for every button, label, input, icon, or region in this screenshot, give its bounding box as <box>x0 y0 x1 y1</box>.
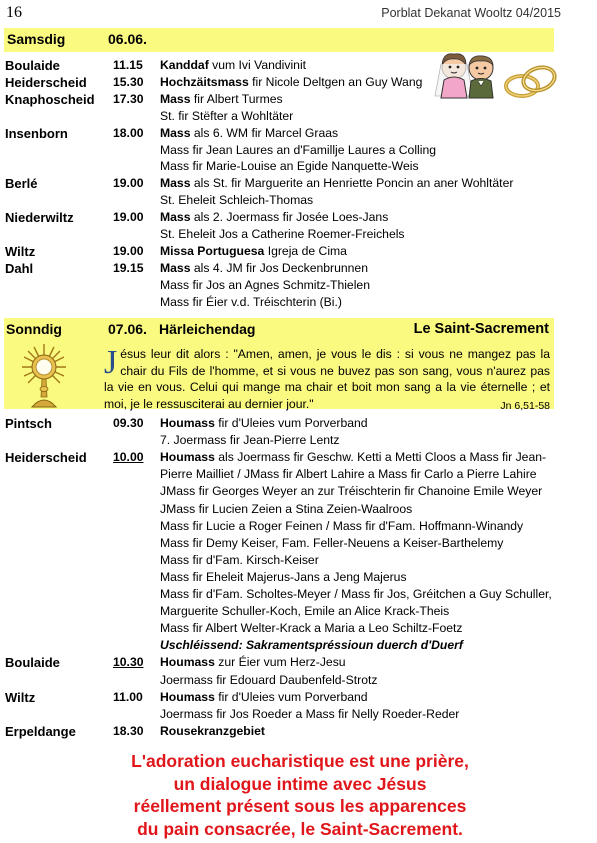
schedule-row <box>5 260 557 277</box>
location: Boulaide <box>5 655 60 671</box>
intention-text <box>160 689 368 706</box>
intention-text <box>160 449 546 466</box>
intention-text <box>160 277 370 294</box>
intention-text <box>160 501 412 518</box>
intention-detail: Mass fir Demy Keiser, Fam. Feller-Neuens a Keiser-Barthelemy <box>160 535 504 550</box>
service-type: Mass <box>160 260 191 275</box>
page-header <box>6 4 561 22</box>
intention-text <box>160 586 552 603</box>
intention-detail: 7. Joermass fir Jean-Pierre Lentz <box>160 433 340 448</box>
intention-text <box>160 226 405 243</box>
mass-time: 18.00 <box>113 125 144 140</box>
schedule-row <box>5 432 557 449</box>
intention-text <box>160 466 537 483</box>
mass-time: 19.00 <box>113 243 144 258</box>
schedule-row <box>5 483 557 500</box>
intention-text <box>160 142 436 159</box>
closing-line: un dialogue intime avec Jésus <box>173 773 427 794</box>
intention-detail: St. fir Stëfter a Wohltäter <box>160 108 294 123</box>
closing-statement <box>30 750 570 840</box>
intention-detail: Mass fir Éier v.d. Tréischterin (Bi.) <box>160 294 342 309</box>
location: Berlé <box>5 176 38 192</box>
intention-text <box>160 125 338 142</box>
quote-reference: Jn 6,51-58 <box>500 399 550 412</box>
intention-detail: Mass fir Marie-Louise an Egide Nanquette-Weis <box>160 159 419 174</box>
intention-detail: St. Eheleit Jos a Catherine Roemer-Freichels <box>160 227 405 241</box>
intention-text <box>160 260 368 277</box>
intention-text <box>160 415 368 432</box>
schedule-row <box>5 449 557 466</box>
intention-text <box>160 483 542 500</box>
intention-detail: als St. fir Marguerite an Henriette Poncin an aner Wohltäter <box>190 176 514 191</box>
schedule-row <box>5 209 557 226</box>
service-type: Mass <box>160 125 191 140</box>
location: Insenborn <box>5 125 68 141</box>
intention-detail: als 6. WM fir Marcel Graas <box>190 125 339 140</box>
intention-detail: fir d'Uleies vum Porverband <box>214 689 368 704</box>
mass-time: 11.15 <box>113 58 143 72</box>
service-type: Mass <box>160 210 191 225</box>
intention-text <box>160 175 513 192</box>
intention-text <box>160 672 377 689</box>
intention-detail: JMass fir Georges Weyer an zur Tréischterin fir Chanoine Emile Weyer <box>160 484 543 499</box>
intention-text <box>160 74 422 91</box>
schedule-row <box>5 74 557 91</box>
intention-text <box>160 723 265 740</box>
intention-text <box>160 209 388 226</box>
intention-text <box>160 192 313 209</box>
mass-time: 09.30 <box>113 416 144 430</box>
location: Boulaide <box>5 58 60 73</box>
intention-detail: fir Albert Turmes <box>190 91 283 106</box>
location: Wiltz <box>5 243 36 259</box>
saturday-day: Samsdig <box>7 31 66 47</box>
service-type: Houmass <box>160 450 215 465</box>
intention-text <box>160 552 319 569</box>
intention-text <box>160 108 293 125</box>
location: Niederwiltz <box>5 210 74 226</box>
schedule-row <box>5 466 557 483</box>
closing-line: L'adoration eucharistique est une prière, <box>131 751 469 771</box>
schedule-row <box>5 654 557 671</box>
schedule-row <box>5 277 557 294</box>
schedule-row <box>5 552 557 569</box>
service-type: Mass <box>160 91 191 106</box>
saturday-band <box>4 28 554 52</box>
intention-text <box>160 91 283 108</box>
procession-note: Uschléissend: Sakramentspréssioun duerch d'Duerf <box>160 638 463 653</box>
service-type: Hochzäitsmass <box>160 74 249 89</box>
sunday-date: 07.06. <box>108 321 147 337</box>
schedule-row <box>5 620 557 637</box>
schedule-row <box>5 125 557 142</box>
quote-text: ésus leur dit alors : "Amen, amen, je vous le dis : si vous ne mangez pas la chair du Fils de l'homme, et si vous ne buvez pas son sang, vous n'aurez pas la vie en vous. Celui qui mange ma chair et boit mon sang a la vie éternelle ; et moi, je le ressusciterai au dernier jour." <box>104 347 550 411</box>
intention-detail: fir d'Uleies vum Porverband <box>214 416 368 430</box>
intention-text <box>160 57 306 74</box>
intention-detail: St. Eheleit Schleich-Thomas <box>160 193 314 208</box>
intention-text <box>160 294 342 311</box>
schedule-row <box>5 415 557 432</box>
intention-detail: vum Ivi Vandivinit <box>208 58 307 72</box>
service-type: Rousekranzgebiet <box>160 723 265 738</box>
schedule-row <box>5 672 557 689</box>
service-type: Mass <box>160 176 191 191</box>
intention-detail: JMass fir Lucien Zeien a Stina Zeien-Waalroos <box>160 501 413 516</box>
monstrance-icon <box>13 343 75 409</box>
quote-dropcap: J <box>104 344 118 381</box>
schedule-row <box>5 501 557 518</box>
mass-time: 15.30 <box>113 74 144 89</box>
intention-text <box>160 518 523 535</box>
schedule-row <box>5 108 557 125</box>
schedule-row <box>5 535 557 552</box>
intention-detail: Mass fir Eheleit Majerus-Jans a Jeng Majerus <box>160 569 407 584</box>
schedule-row <box>5 57 557 74</box>
intention-detail: zur Éier vum Herz-Jesu <box>214 655 346 670</box>
intention-text <box>160 535 503 552</box>
schedule-row <box>5 706 557 723</box>
publication-title: Porblat Dekanat Wooltz 04/2015 <box>381 6 561 20</box>
service-type: Missa Portuguesa <box>160 243 265 258</box>
schedule-row <box>5 243 557 260</box>
intention-detail: Mass fir Albert Welter-Krack a Maria a Leo Schiltz-Foetz <box>160 621 463 636</box>
intention-text <box>160 637 463 654</box>
schedule-row <box>5 637 557 654</box>
schedule-row <box>5 603 557 620</box>
intention-detail: als Joermass fir Geschw. Ketti a Metti Cloos a Mass fir Jean- <box>214 450 547 465</box>
location: Dahl <box>5 260 34 276</box>
intention-text <box>160 569 407 586</box>
mass-time: 19.15 <box>113 260 144 275</box>
intention-detail: als 2. Joermass fir Josée Loes-Jans <box>190 210 389 225</box>
schedule-row <box>5 226 557 243</box>
intention-text <box>160 158 419 175</box>
intention-text <box>160 243 347 260</box>
intention-text <box>160 654 346 671</box>
intention-text <box>160 620 463 637</box>
service-type: Houmass <box>160 689 215 704</box>
schedule-row <box>5 518 557 535</box>
intention-detail: Marguerite Schuller-Koch, Emile an Alice Krack-Theis <box>160 604 450 619</box>
location: Erpeldange <box>5 723 76 739</box>
sunday-feast-fr: Le Saint-Sacrement <box>413 321 549 337</box>
intention-detail: Pierre Mailliet / JMass fir Albert Lahire a Mass fir Carlo a Pierre Lahire <box>160 467 537 482</box>
mass-time: 19.00 <box>113 210 144 225</box>
location: Heiderscheid <box>5 74 87 90</box>
schedule-row <box>5 91 557 108</box>
schedule-row <box>5 192 557 209</box>
page-number: 16 <box>6 4 22 21</box>
intention-detail: Igreja de Cima <box>264 243 347 258</box>
mass-time: 19.00 <box>113 176 144 191</box>
location: Pintsch <box>5 416 52 431</box>
location: Knaphoscheid <box>5 91 95 107</box>
intention-detail: Mass fir d'Fam. Kirsch-Keiser <box>160 552 319 567</box>
intention-text <box>160 706 459 723</box>
intention-detail: Mass fir Lucie a Roger Feinen / Mass fir d'Fam. Hoffmann-Winandy <box>160 518 524 533</box>
intention-text <box>160 432 340 449</box>
closing-line: réellement présent sous les apparences <box>133 796 467 816</box>
schedule-row <box>5 142 557 159</box>
location: Wiltz <box>5 689 36 705</box>
intention-detail: fir Nicole Deltgen an Guy Wang <box>248 74 423 89</box>
gospel-quote <box>104 346 550 414</box>
sunday-day: Sonndig <box>6 321 62 337</box>
service-type: Houmass <box>160 416 215 430</box>
mass-time: 11.00 <box>113 689 143 704</box>
intention-detail: Joermass fir Jos Roeder a Mass fir Nelly Roeder-Reder <box>160 706 460 721</box>
intention-detail: als 4. JM fir Jos Deckenbrunnen <box>190 260 368 275</box>
intention-detail: Mass fir d'Fam. Scholtes-Meyer / Mass fir Jos, Gréitchen a Guy Schuller, <box>160 587 552 601</box>
location: Heiderscheid <box>5 450 87 466</box>
schedule-row <box>5 175 557 192</box>
closing-line: du pain consacrée, le Saint-Sacrement. <box>137 818 463 839</box>
service-type: Houmass <box>160 655 215 670</box>
mass-time: 17.30 <box>113 91 144 106</box>
mass-time: 10.00 <box>113 450 144 465</box>
intention-detail: Joermass fir Edouard Daubenfeld-Strotz <box>160 672 378 687</box>
schedule-row <box>5 586 557 603</box>
schedule-row <box>5 569 557 586</box>
saturday-date: 06.06. <box>108 31 147 47</box>
mass-time: 10.30 <box>113 655 144 670</box>
intention-detail: Mass fir Jos an Agnes Schmitz-Thielen <box>160 277 370 292</box>
service-type: Kanddaf <box>160 58 209 72</box>
intention-detail: Mass fir Jean Laures an d'Famillje Laures a Colling <box>160 142 436 157</box>
mass-time: 18.30 <box>113 723 144 738</box>
intention-text <box>160 603 449 620</box>
schedule-row <box>5 723 557 740</box>
schedule-row <box>5 294 557 311</box>
schedule-row <box>5 158 557 175</box>
schedule-row <box>5 689 557 706</box>
sunday-feast: Härleichendag <box>159 321 256 337</box>
